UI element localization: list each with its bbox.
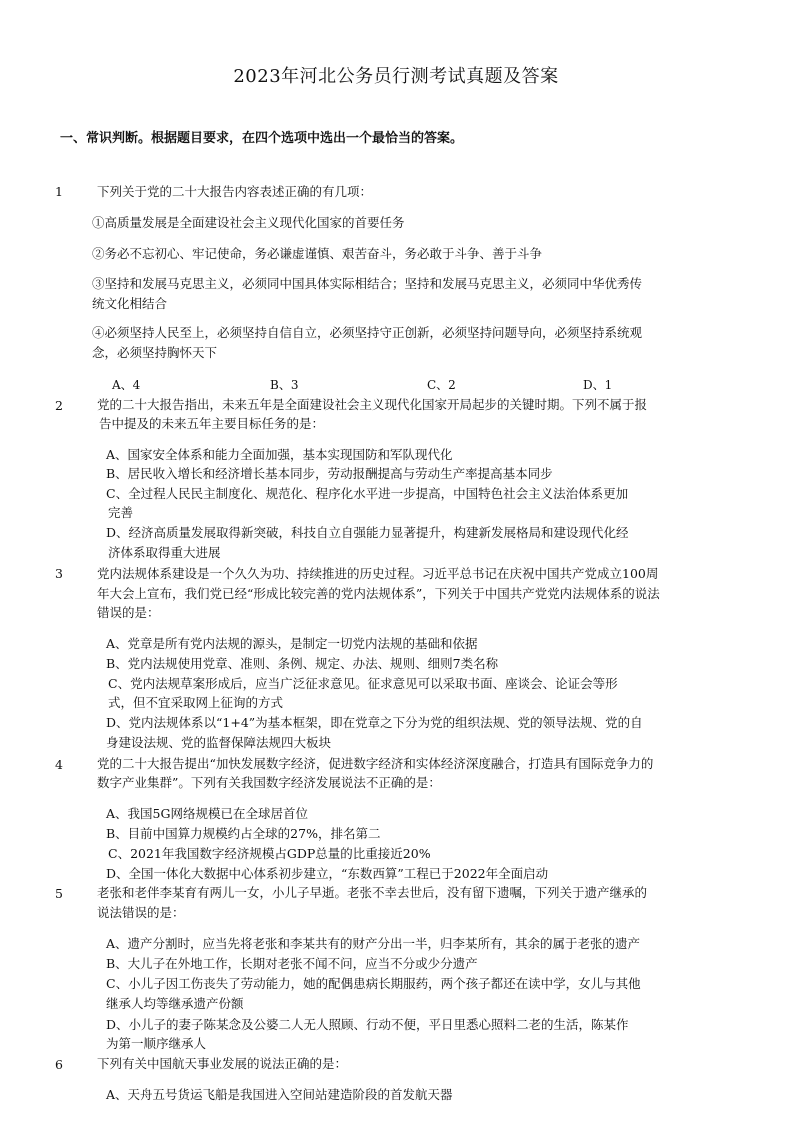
answer-option: D、经济高质量发展取得新突破，科技自立自强能力显著提升，构建新发展格局和建设现代化经 <box>106 525 629 540</box>
answer-option: B、居民收入增长和经济增长基本同步，劳动报酬提高与劳动生产率提高基本同步 <box>106 466 553 481</box>
section-heading: 一、常识判断。根据题目要求，在四个选项中选出一个最恰当的答案。 <box>60 131 464 146</box>
question-stem: 年大会上宣布，我们党已经“形成比较完善的党内法规体系”，下列关于中国共产党党内法规体系的说法 <box>97 586 660 601</box>
answer-option: 式，但不宜采取网上征询的方式 <box>108 695 284 710</box>
question-stem: 党内法规体系建设是一个久久为功、持续推进的历史过程。习近平总书记在庆祝中国共产党成立100周 <box>97 566 659 581</box>
statement-item: ④必须坚持人民至上，必须坚持自信自立，必须坚持守正创新，必须坚持问题导向，必须坚持系统观 <box>92 325 643 340</box>
answer-option: D、小儿子的妻子陈某念及公婆二人无人照顾、行动不便，平日里悉心照料二老的生活，陈某作 <box>106 1017 629 1032</box>
answer-option: B、3 <box>270 378 299 392</box>
answer-option: C、小儿子因工伤丧失了劳动能力，她的配偶患病长期服药，两个孩子都还在读中学，女儿与其他 <box>106 976 641 991</box>
question-stem: 数字产业集群”。下列有关我国数字经济发展说法不正确的是： <box>97 775 441 790</box>
answer-option: A、党章是所有党内法规的源头，是制定一切党内法规的基础和依据 <box>106 636 478 651</box>
question-number: 3 <box>55 566 63 581</box>
statement-item: 念，必须坚持胸怀天下 <box>92 345 218 360</box>
question-stem: 党的二十大报告指出，未来五年是全面建设社会主义现代化国家开局起步的关键时期。下列不属于报 <box>97 397 648 412</box>
answer-option: A、天舟五号货运飞船是我国进入空间站建造阶段的首发航天器 <box>106 1087 453 1102</box>
answer-option: C、2 <box>427 378 456 392</box>
question-number: 2 <box>55 398 63 413</box>
document-title: 2023年河北公务员行测考试真题及答案 <box>233 66 559 87</box>
answer-option: B、目前中国算力规模约占全球的27%，排名第二 <box>106 826 381 841</box>
answer-option: D、全国一体化大数据中心体系初步建立，“东数西算”工程已于2022年全面启动 <box>106 866 549 881</box>
question-stem: 下列关于党的二十大报告内容表述正确的有几项： <box>97 184 373 199</box>
answer-option: D、党内法规体系以“1+4”为基本框架，即在党章之下分为党的组织法规、党的领导法规、党的自 <box>106 715 643 730</box>
question-stem: 下列有关中国航天事业发展的说法正确的是： <box>97 1056 348 1071</box>
answer-option: C、全过程人民民主制度化、规范化、程序化水平进一步提高，中国特色社会主义法治体系更加 <box>106 486 629 501</box>
answer-option: 完善 <box>108 505 134 520</box>
question-number: 5 <box>55 886 63 901</box>
question-stem: 错误的是： <box>97 605 160 620</box>
answer-option: 身建设法规、党的监督保障法规四大板块 <box>106 735 332 750</box>
question-stem: 老张和老伴李某育有两儿一女，小儿子早逝。老张不幸去世后，没有留下遗嘱，下列关于遗产继承的 <box>97 885 648 900</box>
answer-option: B、大儿子在外地工作，长期对老张不闻不问，应当不分或少分遗产 <box>106 956 478 971</box>
answer-option: D、1 <box>583 378 613 392</box>
answer-option: A、4 <box>112 378 141 392</box>
question-number: 4 <box>55 757 63 772</box>
answer-option: 继承人均等继承遗产份额 <box>106 996 244 1011</box>
answer-option: 济体系取得重大进展 <box>108 545 221 560</box>
question-stem: 告中提及的未来五年主要目标任务的是： <box>99 416 325 431</box>
answer-option: A、国家安全体系和能力全面加强，基本实现国防和军队现代化 <box>106 447 453 462</box>
answer-option: A、我国5G网络规模已在全球居首位 <box>106 806 308 821</box>
statement-item: ①高质量发展是全面建设社会主义现代化国家的首要任务 <box>92 215 405 230</box>
answer-option: C、2021年我国数字经济规模占GDP总量的比重接近20% <box>108 846 431 861</box>
answer-option: B、党内法规使用党章、准则、条例、规定、办法、规则、细则7类名称 <box>106 656 499 671</box>
statement-item: ③坚持和发展马克思主义，必须同中国具体实际相结合；坚持和发展马克思主义，必须同中华优秀传 <box>92 276 643 291</box>
question-number: 1 <box>55 184 63 199</box>
question-stem: 党的二十大报告提出“加快发展数字经济，促进数字经济和实体经济深度融合，打造具有国际竞争力的 <box>97 756 654 771</box>
statement-item: 统文化相结合 <box>92 296 168 311</box>
answer-option: A、遗产分割时，应当先将老张和李某共有的财产分出一半，归李某所有，其余的属于老张的遗产 <box>106 936 641 951</box>
answer-option: C、党内法规草案形成后，应当广泛征求意见。征求意见可以采取书面、座谈会、论证会等形 <box>108 676 618 691</box>
answer-option: 为第一顺序继承人 <box>106 1036 207 1051</box>
question-number: 6 <box>55 1057 63 1072</box>
question-stem: 说法错误的是： <box>97 905 185 920</box>
statement-item: ②务必不忘初心、牢记使命，务必谦虚谨慎、艰苦奋斗，务必敢于斗争、善于斗争 <box>92 246 543 261</box>
